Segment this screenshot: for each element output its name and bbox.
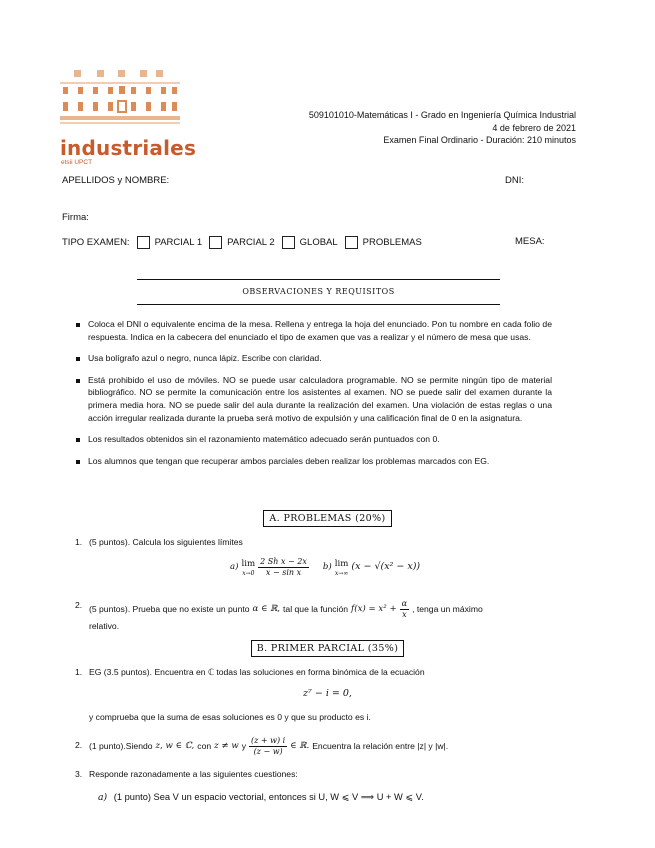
building-logo-icon [60,66,180,134]
observations-list [72,318,552,476]
logo-subtitle: etsii UPCT [61,159,93,166]
problem-b2 [75,736,580,757]
part-label: a) [98,792,108,803]
lim-b: lim [334,558,349,569]
part-b-label: b) [322,562,332,573]
problem-number: 1. [75,667,83,677]
problem-text: y [241,741,247,752]
problem-math: α ∈ ℝ, [252,604,281,615]
lim-a-sub: x→0 [242,570,255,578]
logo-wordmark: industriales [60,136,197,160]
exam-type-row [62,236,422,249]
limit-a-numerator: 2 Sh x − 2x [260,557,307,566]
lim-a: lim [241,558,256,569]
problem-math: z, w ∈ ℂ, [155,741,195,752]
problem-text: (5 puntos). Calcula los siguientes límites [89,537,243,547]
problem-text: tal que la función [283,604,349,615]
problem-text: Encuentra la relación entre |z| y |w|. [312,741,449,752]
checkbox-parcial-1[interactable] [137,236,150,249]
problem-text: EG (3.5 puntos). Encuentra en ℂ todas las soluciones en forma binómica de la ecuación [89,667,425,677]
list-item: Los resultados obtenidos sin el razonamiento matemático adecuado serán puntuados con 0. [72,433,552,446]
problem-math: f(x) = x² + [351,604,397,615]
checkbox-parcial-2[interactable] [209,236,222,249]
problem-text: relativo. [89,621,120,631]
bottom-divider [137,304,500,305]
problem-number: 2. [75,740,83,750]
limit-a-fraction [258,557,309,578]
problem-b3a [98,791,568,805]
section-b-title: B. PRIMER PARCIAL (35%) [251,640,405,657]
checkbox-global[interactable] [282,236,295,249]
problem-text: y comprueba que la suma de esas soluciones es 0 y que su producto es i. [89,712,371,722]
list-item: Coloca el DNI o equivalente encima de la mesa. Rellena y entrega la hoja del enunciado. Pon tu nombre en cada folio de respuesta. Indica en la cabecera del enunciado el tipo de examen que vas a realizar y el número de mesa que usas. [72,318,552,343]
limit-b-expression: (x − √(x² − x)) [351,561,421,573]
problem-a1 [75,536,555,549]
problem-number: 2. [75,600,83,610]
problem-text: (1 punto) Sea V un espacio vectorial, entonces si U, W ⩽ V ⟹ U + W ⩽ V. [113,792,424,802]
option-problemas: PROBLEMAS [362,237,422,248]
lim-b-sub: x→∞ [334,570,349,578]
problem-math: ∈ ℝ. [290,741,310,752]
problem-text: (5 puntos). Prueba que no existe un punto [89,604,250,615]
list-item: Los alumnos que tengan que recuperar ambos parciales deben realizar los problemas marcados con EG. [72,455,552,468]
section-a-title: A. PROBLEMAS (20%) [263,510,391,527]
fraction-numerator: (z + w) i [251,736,286,745]
section-a-header [0,508,655,526]
course-title: 509101010-Matemáticas I - Grado en Ingeniería Química Industrial [308,110,576,120]
option-parcial-1: PARCIAL 1 [154,237,203,248]
problem-text: con [197,741,212,752]
checkbox-problemas[interactable] [345,236,358,249]
limit-a-denominator: x − sin x [265,568,302,577]
problem-text: , tenga un máximo [412,604,483,615]
problem-text: (1 punto).Siendo [89,741,153,752]
problem-number: 3. [75,769,83,779]
observations-title: OBSERVACIONES Y REQUISITOS [242,287,395,296]
zw-fraction [249,736,287,757]
fraction-numerator: α [401,599,408,608]
option-parcial-2: PARCIAL 2 [227,237,275,248]
problem-text: Responde razonadamente a las siguientes cuestiones: [89,769,298,779]
list-item: Está prohibido el uso de móviles. NO se puede usar calculadora programable. NO se permite ningún tipo de material bibliográfico. NO se permite la comunicación entre los asistentes al examen. NO se puede salir del examen durante la primera media hora. NO se puede salir del aula durante la realización del examen. Una violación de estas reglas o una acción irregular realizada durante la prueba será motivo de expulsión y una calificación final de 0 en la asignatura. [72,374,552,424]
firma-label: Firma: [62,212,89,223]
fraction-denominator: (z − w) [253,747,283,756]
alpha-fraction [400,599,409,620]
exam-description: Examen Final Ordinario - Duración: 210 minutos [383,135,576,145]
dni-label: DNI: [505,175,524,186]
apellidos-label: APELLIDOS y NOMBRE: [62,175,170,186]
problem-math: z ≠ w [214,741,239,752]
section-b-header [0,638,655,656]
equation: z⁷ − i = 0, [303,688,352,699]
fraction-denominator: x [402,610,407,619]
exam-type-label: TIPO EXAMEN: [62,237,130,248]
option-global: GLOBAL [299,237,338,248]
exam-date: 4 de febrero de 2021 [492,123,576,133]
problem-b3 [75,768,555,781]
mesa-label: MESA: [515,236,545,247]
problem-number: 1. [75,537,83,547]
problem-b1 [75,666,555,679]
list-item: Usa bolígrafo azul o negro, nunca lápiz. Escribe con claridad. [72,352,552,365]
top-divider [137,279,500,280]
problem-a2 [75,599,580,633]
part-a-label: a) [230,562,239,573]
limits-formula [230,557,420,578]
